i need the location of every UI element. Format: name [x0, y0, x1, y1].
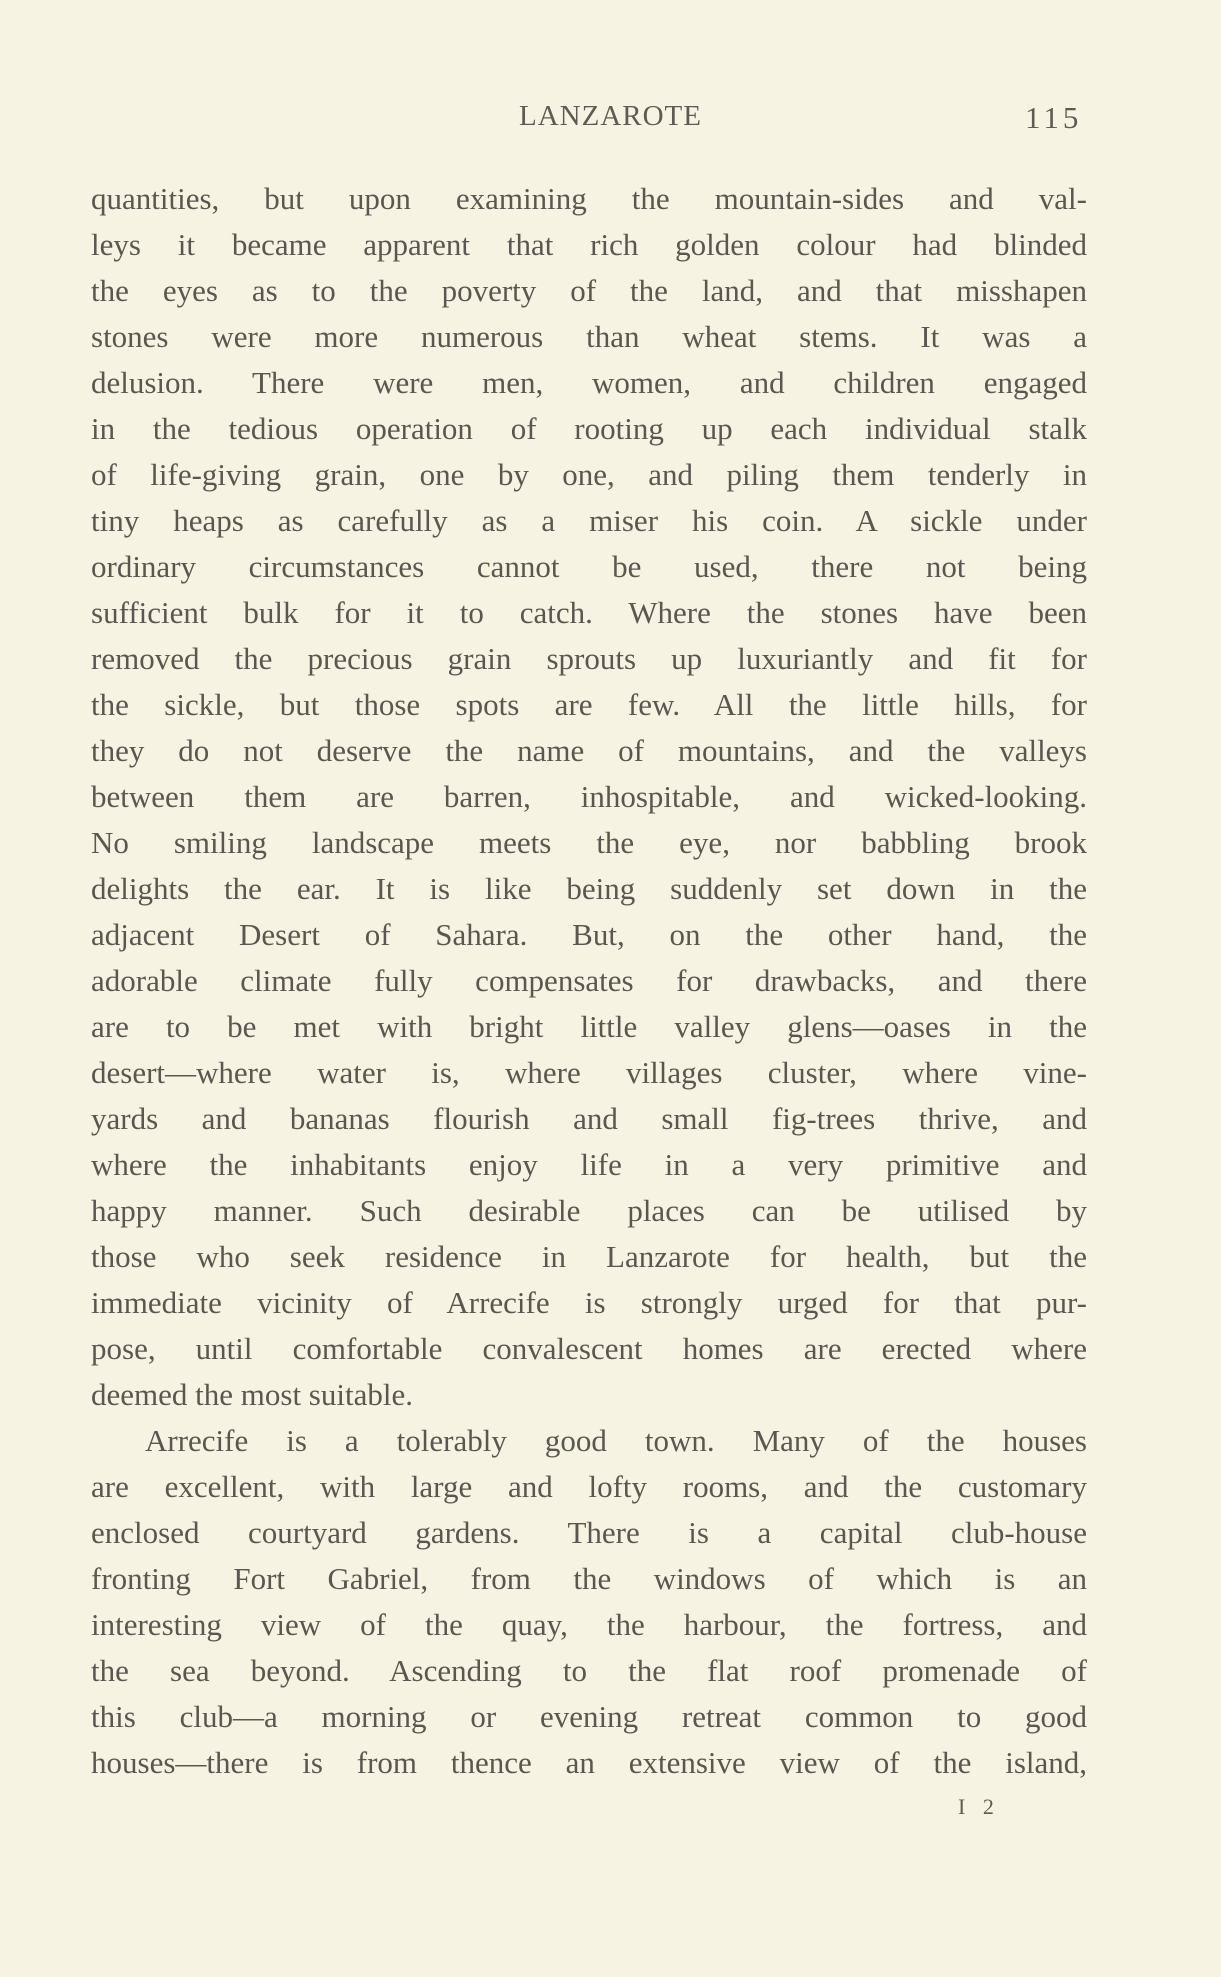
page-number: 115: [1025, 100, 1083, 135]
text-line: the eyes as to the poverty of the land, and that misshapen: [91, 273, 1087, 308]
text-line: pose, until comfortable convalescent homes are erected where: [91, 1331, 1087, 1366]
text-line: stones were more numerous than wheat stems. It was a: [91, 319, 1087, 354]
text-line: happy manner. Such desirable places can be utilised by: [91, 1193, 1087, 1228]
text-line: this club—a morning or evening retreat common to good: [91, 1699, 1087, 1734]
text-line: are to be met with bright little valley glens—oases in the: [91, 1009, 1087, 1044]
text-line: in the tedious operation of rooting up each individual stalk: [91, 411, 1087, 446]
text-line: enclosed courtyard gardens. There is a capital club-house: [91, 1515, 1087, 1550]
text-line: deemed the most suitable.: [91, 1377, 413, 1412]
text-line: houses—there is from thence an extensive view of the island,: [91, 1745, 1087, 1780]
text-line: immediate vicinity of Arrecife is strongly urged for that pur-: [91, 1285, 1087, 1320]
text-line: are excellent, with large and lofty rooms, and the customary: [91, 1469, 1087, 1504]
text-line: they do not deserve the name of mountains, and the valleys: [91, 733, 1087, 768]
text-line: the sickle, but those spots are few. All the little hills, for: [91, 687, 1087, 722]
text-line: leys it became apparent that rich golden colour had blinded: [91, 227, 1087, 262]
text-line: of life-giving grain, one by one, and piling them tenderly in: [91, 457, 1087, 492]
text-line: adorable climate fully compensates for drawbacks, and there: [91, 963, 1087, 998]
signature-mark: I 2: [958, 1794, 1000, 1819]
text-line: fronting Fort Gabriel, from the windows of which is an: [91, 1561, 1087, 1596]
text-line: delights the ear. It is like being suddenly set down in the: [91, 871, 1087, 906]
text-line: ordinary circumstances cannot be used, there not being: [91, 549, 1087, 584]
text-line: between them are barren, inhospitable, and wicked-looking.: [91, 779, 1087, 814]
text-line: where the inhabitants enjoy life in a very primitive and: [91, 1147, 1087, 1182]
text-line: adjacent Desert of Sahara. But, on the other hand, the: [91, 917, 1087, 952]
text-line: No smiling landscape meets the eye, nor babbling brook: [91, 825, 1087, 860]
running-header-title: LANZAROTE: [519, 100, 702, 132]
text-line: the sea beyond. Ascending to the flat roof promenade of: [91, 1653, 1087, 1688]
text-line: interesting view of the quay, the harbour, the fortress, and: [91, 1607, 1087, 1642]
body-text: [91, 176, 1087, 1786]
text-line: desert—where water is, where villages cluster, where vine-: [91, 1055, 1087, 1090]
text-line: delusion. There were men, women, and children engaged: [91, 365, 1087, 400]
text-line: yards and bananas flourish and small fig-trees thrive, and: [91, 1101, 1087, 1136]
text-line: those who seek residence in Lanzarote for health, but the: [91, 1239, 1087, 1274]
text-line: removed the precious grain sprouts up luxuriantly and fit for: [91, 641, 1087, 676]
text-line: sufficient bulk for it to catch. Where the stones have been: [91, 595, 1087, 630]
text-line: tiny heaps as carefully as a miser his coin. A sickle under: [91, 503, 1087, 538]
text-line: Arrecife is a tolerably good town. Many of the houses: [145, 1423, 1087, 1458]
text-line: quantities, but upon examining the mountain-sides and val-: [91, 181, 1087, 216]
